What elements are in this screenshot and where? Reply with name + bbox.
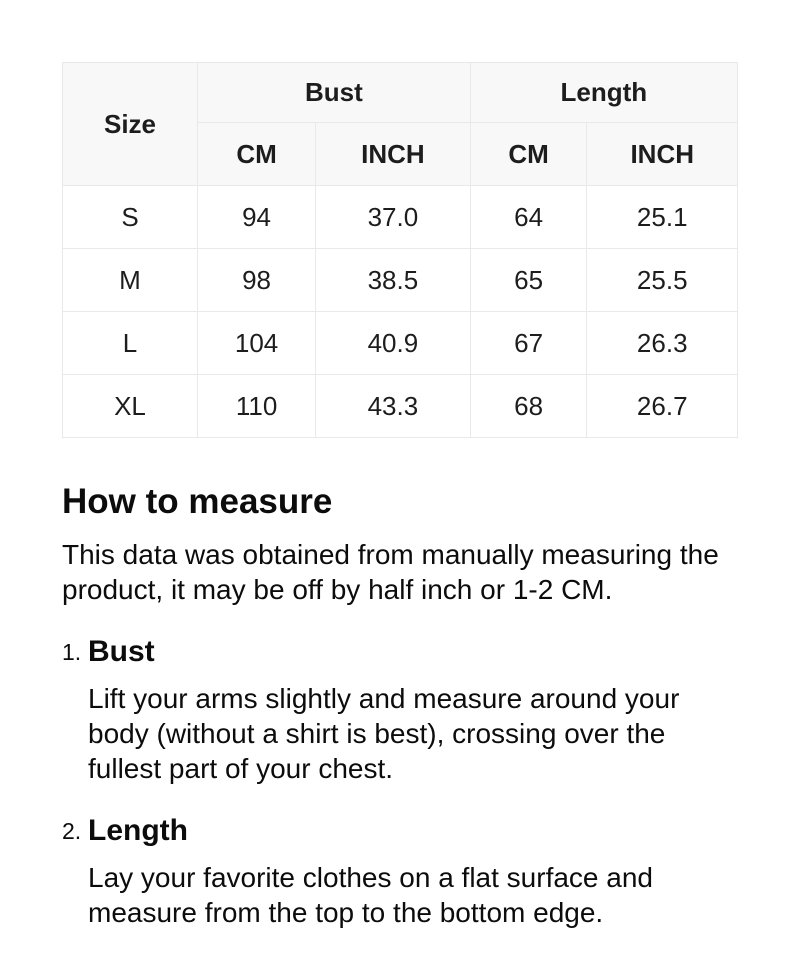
bust-cm-cell: 110	[198, 375, 316, 438]
length-cm-cell: 64	[470, 186, 587, 249]
bust-inch-cell: 38.5	[316, 249, 471, 312]
length-inch-header: INCH	[587, 123, 738, 186]
size-chart-table	[62, 62, 738, 438]
length-description-text: Lay your favorite clothes on a flat surface and measure from the top to the bottom edge.	[88, 862, 653, 928]
bust-term-label: Bust	[88, 635, 155, 668]
table-row-l	[63, 312, 738, 375]
bust-inch-cell: 40.9	[316, 312, 471, 375]
size-cell: XL	[63, 375, 198, 438]
length-inch-cell: 25.1	[587, 186, 738, 249]
length-cm-header: CM	[470, 123, 587, 186]
bust-cm-cell: 98	[198, 249, 316, 312]
length-cm-cell: 68	[470, 375, 587, 438]
size-cell: S	[63, 186, 198, 249]
how-to-measure-heading: How to measure	[62, 482, 333, 521]
bust-inch-header: INCH	[316, 123, 471, 186]
size-cell: L	[63, 312, 198, 375]
bust-cm-cell: 104	[198, 312, 316, 375]
measure-instructions-list	[62, 633, 738, 944]
table-row-s	[63, 186, 738, 249]
list-number: 2.	[62, 818, 82, 844]
bust-group-header: Bust	[198, 63, 471, 123]
size-column-header: Size	[63, 63, 198, 186]
size-cell: M	[63, 249, 198, 312]
length-inch-cell: 26.7	[587, 375, 738, 438]
measure-disclaimer-text: This data was obtained from manually measuring the product, it may be off by half inch or 1-2 CM.	[62, 539, 719, 605]
table-row-m	[63, 249, 738, 312]
list-number: 1.	[62, 639, 82, 665]
bust-inch-cell: 43.3	[316, 375, 471, 438]
length-cm-cell: 67	[470, 312, 587, 375]
length-term-label: Length	[88, 814, 188, 847]
list-item-bust	[62, 633, 738, 800]
bust-inch-cell: 37.0	[316, 186, 471, 249]
list-item-length	[62, 812, 738, 944]
table-row-xl	[63, 375, 738, 438]
length-group-header: Length	[470, 63, 737, 123]
length-inch-cell: 26.3	[587, 312, 738, 375]
length-inch-cell: 25.5	[587, 249, 738, 312]
bust-cm-cell: 94	[198, 186, 316, 249]
bust-cm-header: CM	[198, 123, 316, 186]
bust-description-text: Lift your arms slightly and measure around your body (without a shirt is best), crossing over the fullest part of your chest.	[88, 683, 680, 784]
length-cm-cell: 65	[470, 249, 587, 312]
